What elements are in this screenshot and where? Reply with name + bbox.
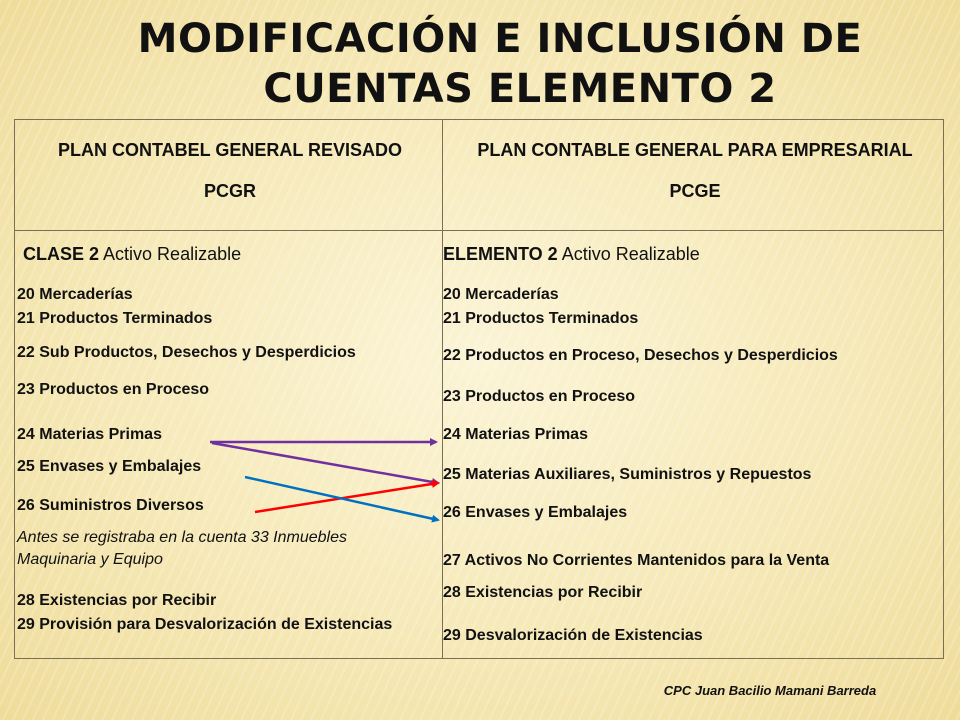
- right-class-label: ELEMENTO 2: [443, 244, 558, 264]
- left-account-20: 20 Mercaderías: [17, 286, 133, 303]
- right-account-23: 23 Productos en Proceso: [443, 388, 636, 405]
- right-account-22: 22 Productos en Proceso, Desechos y Desperdicios: [443, 347, 838, 364]
- right-header-code: PCGE: [669, 181, 721, 201]
- right-account-28: 28 Existencias por Recibir: [443, 584, 643, 601]
- right-account-21: 21 Productos Terminados: [443, 310, 639, 327]
- left-account-25: 25 Envases y Embalajes: [17, 458, 202, 475]
- left-account-26: 26 Suministros Diversos: [17, 497, 204, 514]
- left-account-28: 28 Existencias por Recibir: [17, 592, 217, 609]
- right-account-29: 29 Desvalorización de Existencias: [443, 627, 703, 644]
- slide-title-line-1: MODIFICACIÓN E INCLUSIÓN DE: [137, 16, 863, 62]
- left-account-29: 29 Provisión para Desvalorización de Existencias: [17, 616, 393, 633]
- right-header-name: PLAN CONTABLE GENERAL PARA EMPRESARIAL: [477, 140, 913, 160]
- right-column-header: [465, 138, 925, 203]
- right-account-25: 25 Materias Auxiliares, Suministros y Repuestos: [443, 466, 812, 483]
- author-credit: CPC Juan Bacilio Mamani Barreda: [663, 683, 877, 698]
- left-column-header: [35, 138, 425, 203]
- left-account-23: 23 Productos en Proceso: [17, 381, 210, 398]
- right-class-description: Activo Realizable: [557, 244, 700, 264]
- left-class-description: Activo Realizable: [99, 244, 242, 264]
- left-header-name: PLAN CONTABEL GENERAL REVISADO: [57, 140, 403, 160]
- right-account-24: 24 Materias Primas: [443, 426, 588, 443]
- left-account-22: 22 Sub Productos, Desechos y Desperdicios: [17, 344, 356, 361]
- left-class-label: CLASE 2: [23, 244, 100, 264]
- slide-title-line-2: CUENTAS ELEMENTO 2: [263, 66, 777, 112]
- right-class-heading: [443, 243, 700, 265]
- right-account-26: 26 Envases y Embalajes: [443, 504, 628, 521]
- comparison-table: [14, 119, 944, 659]
- left-account-note: Antes se registraba en la cuenta 33 Inmuebles Maquinaria y Equipo: [17, 529, 347, 568]
- left-account-24: 24 Materias Primas: [17, 426, 162, 443]
- right-account-27: 27 Activos No Corrientes Mantenidos para la Venta: [443, 552, 830, 569]
- right-account-20: 20 Mercaderías: [443, 286, 559, 303]
- header-divider: [15, 230, 943, 231]
- left-class-heading: [23, 243, 241, 265]
- left-header-code: PCGR: [203, 181, 256, 201]
- left-account-21: 21 Productos Terminados: [17, 310, 213, 327]
